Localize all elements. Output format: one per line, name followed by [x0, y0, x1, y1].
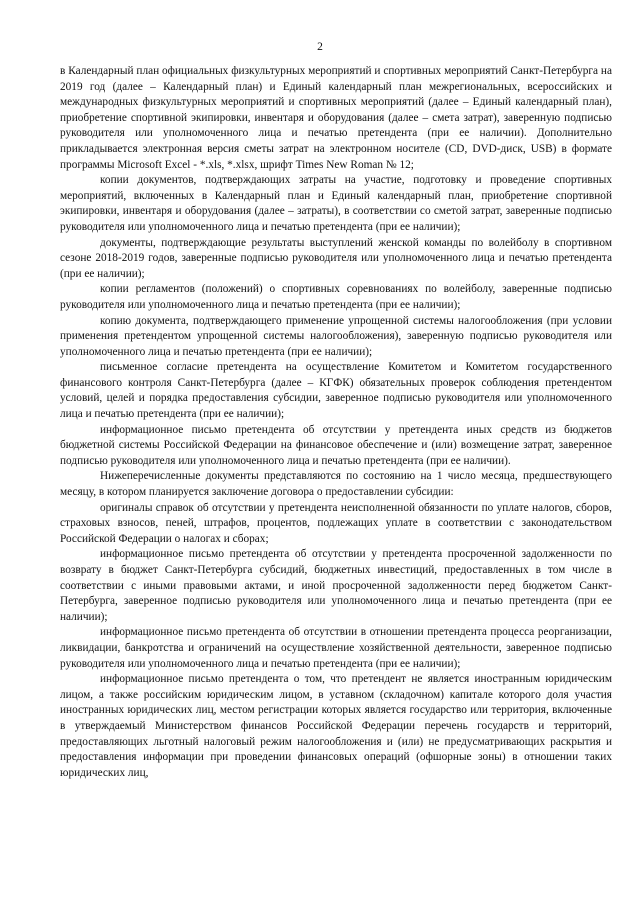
paragraph: копию документа, подтверждающего применение упрощенной системы налогообложения (при условии применения претендентом упрощенной системы налогообложения), заверенную подписью руководителя или уполномоченного лица и печатью претендента (при ее наличии);	[60, 314, 612, 358]
paragraph: письменное согласие претендента на осуществление Комитетом и Комитетом государственного финансового контроля Санкт-Петербурга (далее – КГФК) обязательных проверок соблюдения претендентом условий, целей и порядка предоставления субсидии, заверенное подписью руководителя или уполномоченного лица и печатью претендента (при ее наличии);	[60, 361, 612, 421]
paragraph: копии документов, подтверждающих затраты на участие, подготовку и проведение спортивных мероприятий, включенных в Календарный план и Единый календарный план, приобретение спортивной экипировки, инвентаря и оборудования (далее – затраты), в соответствии со сметой затрат, заверенные подписью руководителя или уполномоченного лица и печатью претендента (при ее наличии);	[60, 174, 612, 233]
paragraph: информационное письмо претендента об отсутствии у претендента просроченной задолженности по возврату в бюджет Санкт-Петербурга субсидий, бюджетных инвестиций, предоставленных в том числе в соответствии с иными правовыми актами, и иной просроченной задолженности перед бюджетом Санкт-Петербурга, заверенное подписью руководителя или уполномоченного лица и печатью претендента (при ее наличии);	[60, 548, 612, 623]
paragraph: Нижеперечисленные документы представляются по состоянию на 1 число месяца, предшествующего месяцу, в котором планируется заключение договора о предоставлении субсидии:	[60, 470, 612, 499]
paragraph: копии регламентов (положений) о спортивных соревнованиях по волейболу, заверенные подписью руководителя или уполномоченного лица и печатью претендента (при ее наличии);	[60, 283, 612, 311]
paragraph: документы, подтверждающие результаты выступлений женской команды по волейболу в спортивном сезоне 2018-2019 годов, заверенные подписью руководителя или уполномоченного лица и печатью претендента (при ее наличии);	[60, 236, 612, 280]
paragraph: информационное письмо претендента об отсутствии у претендента иных средств из бюджетов бюджетной системы Российской Федерации на финансовое обеспечение и (или) возмещение затрат, заверенное подписью руководителя или уполномоченного лица и печатью претендента (при ее наличии).	[60, 423, 612, 467]
paragraph: информационное письмо претендента об отсутствии в отношении претендента процесса реорганизации, ликвидации, банкротства и ограничений на осуществление хозяйственной деятельности, заверенное подписью руководителя или уполномоченного лица и печатью претендента (при ее наличии);	[60, 626, 612, 670]
page-number: 2	[317, 41, 323, 53]
document-body	[60, 64, 612, 781]
paragraph: информационное письмо претендента о том, что претендент не является иностранным юридическим лицом, а также российским юридическим лицом, в уставном (складочном) капитале которого доля участия иностранных юридических лиц, местом регистрации которых является государство или территория, включенные в утверждаемый Министерством финансов Российской Федерации перечень государств и территорий, предоставляющих льготный налоговый режим налогообложения и (или) не предусматривающих раскрытия и предоставления информации при проведении финансовых операций (офшорные зоны) в отношении таких юридических лиц,	[60, 673, 612, 779]
paragraph: оригиналы справок об отсутствии у претендента неисполненной обязанности по уплате налогов, сборов, страховых взносов, пеней, штрафов, процентов, подлежащих уплате в соответствии с законодательством Российской Федерации о налогах и сборах;	[60, 501, 612, 545]
paragraph: в Календарный план официальных физкультурных мероприятий и спортивных мероприятий Санкт-Петербурга на 2019 год (далее – Календарный план) и Единый календарный план межрегиональных, всероссийских и международных физкультурных мероприятий и спортивных мероприятий (далее – Единый календарный план), приобретение спортивной экипировки, инвентаря и оборудования (далее – смета затрат), заверенную подписью руководителя или уполномоченного лица и печатью претендента (при ее наличии). Дополнительно прикладывается электронная версия сметы затрат на электронном носителе (CD, DVD-диск, USB) в формате программы Microsoft Excel - *.xls, *.xlsx, шрифт Times New Roman № 12;	[60, 65, 612, 171]
